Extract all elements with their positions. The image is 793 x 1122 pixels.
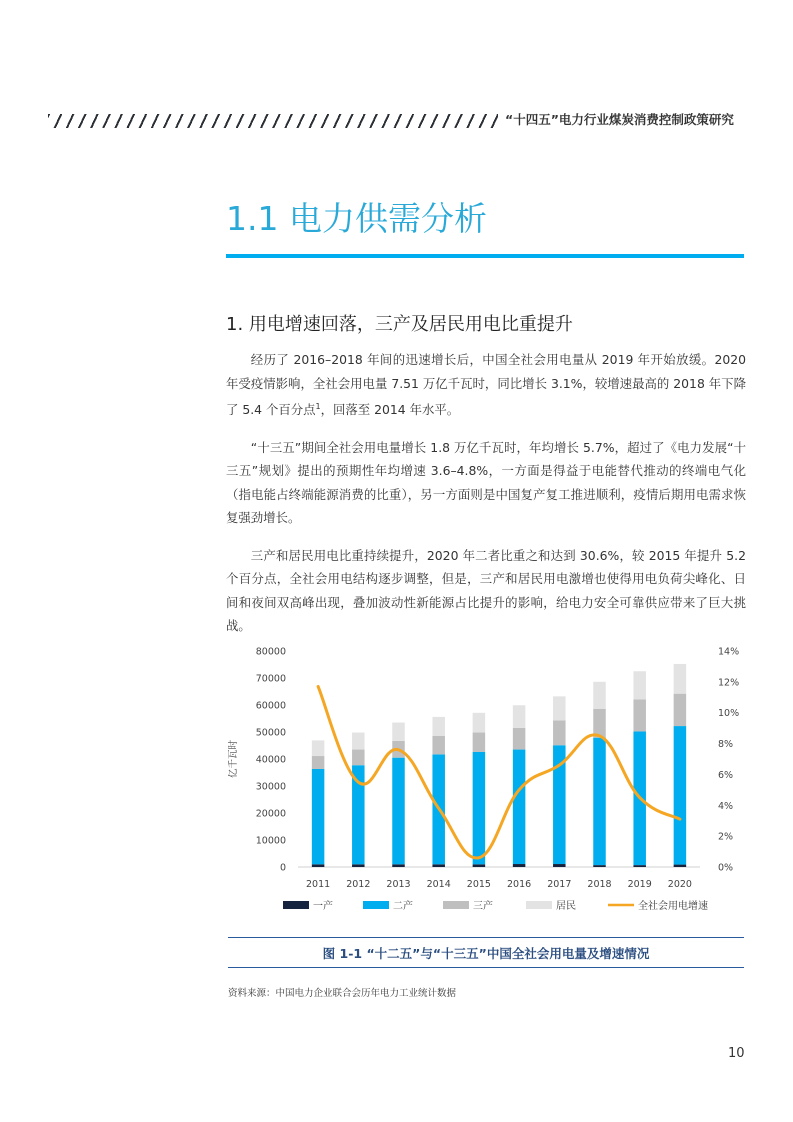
bar-一产 <box>633 865 646 867</box>
y2-tick-label: 8% <box>718 739 734 751</box>
x-tick-label: 2015 <box>466 879 491 890</box>
y2-tick-label: 10% <box>718 708 740 720</box>
x-tick-label: 2019 <box>627 879 652 890</box>
bar-一产 <box>312 864 325 867</box>
x-tick-label: 2020 <box>667 879 692 890</box>
bar-三产 <box>593 709 606 738</box>
y-tick-label: 30000 <box>255 781 286 793</box>
y2-tick-label: 6% <box>718 769 734 781</box>
paragraph-3 <box>226 544 746 638</box>
legend-swatch-居民 <box>526 901 552 909</box>
y-tick-label: 40000 <box>255 754 286 766</box>
bar-一产 <box>432 864 445 867</box>
bar-居民 <box>513 705 526 728</box>
legend-label: 居民 <box>556 901 576 912</box>
bar-二产 <box>392 758 405 865</box>
bar-二产 <box>513 750 526 864</box>
y2-tick-label: 0% <box>718 862 734 874</box>
y-tick-label: 20000 <box>255 808 286 820</box>
bar-三产 <box>674 694 687 726</box>
y-tick-label: 80000 <box>255 646 286 658</box>
bar-一产 <box>392 864 405 867</box>
bar-二产 <box>593 738 606 865</box>
bar-二产 <box>674 726 687 865</box>
paragraph-1-text: 经历了 2016–2018 年间的迅速增长后，中国全社会用电量从 2019 年开始放缓。2020 年受疫情影响，全社会用电量 7.51 万亿千瓦时，同比增长 3.1%，较增速最高的 2018 年下降了 5.4 个百分点 <box>226 352 746 418</box>
legend-swatch-一产 <box>283 901 309 909</box>
legend-label: 三产 <box>473 901 493 912</box>
paragraph-2-text: “十三五”期间全社会用电量增长 1.8 万亿千瓦时，年均增长 5.7%，超过了《电力发展“十三五”规划》提出的预期性年均增速 3.6–4.8%，一方面是得益于电能替代推动的终端电气化（指电能占终端能源消费的比重），另一方面则是中国复产复工推进顺利，疫情后期用电需求恢复强劲增长。 <box>226 439 746 526</box>
legend-label: 全社会用电增速 <box>638 901 708 912</box>
bar-一产 <box>513 864 526 867</box>
legend-label: 二产 <box>393 901 413 912</box>
bar-一产 <box>553 864 566 867</box>
bar-居民 <box>352 733 365 750</box>
legend-swatch-三产 <box>443 901 469 909</box>
bar-二产 <box>312 769 325 864</box>
subsection-title: 1. 用电增速回落，三产及居民用电比重提升 <box>226 314 573 335</box>
caption-bottom-rule <box>228 967 744 968</box>
header-hatch-decoration <box>48 114 498 128</box>
y2-tick-label: 14% <box>718 646 740 658</box>
section-title-rule <box>226 254 744 258</box>
y2-tick-label: 12% <box>718 677 740 689</box>
x-tick-label: 2011 <box>306 879 331 890</box>
bar-居民 <box>633 671 646 699</box>
section-title: 1.1 电力供需分析 <box>226 199 487 238</box>
legend-swatch-二产 <box>363 901 389 909</box>
bar-三产 <box>432 736 445 755</box>
bar-居民 <box>392 723 405 741</box>
paragraph-1-tail: ，回落至 2014 年水平。 <box>320 402 460 418</box>
bar-居民 <box>473 713 486 733</box>
x-tick-label: 2012 <box>346 879 371 890</box>
x-tick-label: 2013 <box>386 879 411 890</box>
figure-source: 资料来源：中国电力企业联合会历年电力工业统计数据 <box>228 988 457 999</box>
footnote-ref[interactable]: 1 <box>315 402 321 411</box>
bar-三产 <box>312 756 325 769</box>
body-text <box>226 348 746 652</box>
bar-二产 <box>352 765 365 864</box>
bar-居民 <box>553 696 566 720</box>
bar-居民 <box>432 717 445 736</box>
bar-一产 <box>674 865 687 867</box>
bar-居民 <box>593 682 606 709</box>
caption-top-rule <box>228 937 744 938</box>
bar-居民 <box>312 740 325 756</box>
bar-三产 <box>553 720 566 745</box>
bar-二产 <box>473 752 486 864</box>
figure-caption: 图 1-1 “十二五”与“十三五”中国全社会用电量及增速情况 <box>322 946 650 961</box>
y-tick-label: 60000 <box>255 700 286 712</box>
growth-rate-line <box>318 686 680 858</box>
paragraph-3-text: 三产和居民用电比重持续提升，2020 年二者比重之和达到 30.6%，较 2015 年提升 5.2 个百分点，全社会用电结构逐步调整，但是，三产和居民用电激增也使得用电负荷尖峰化、日间和夜间双高峰出现，叠加波动性新能源占比提升的影响，给电力安全可靠供应带来了巨大挑战。 <box>226 547 746 634</box>
bar-三产 <box>473 733 486 752</box>
x-tick-label: 2014 <box>426 879 451 890</box>
bar-一产 <box>352 864 365 867</box>
electricity-consumption-chart <box>228 636 744 926</box>
bar-三产 <box>513 728 526 750</box>
legend-label: 一产 <box>313 901 333 912</box>
paragraph-2 <box>226 436 746 530</box>
x-tick-label: 2018 <box>587 879 612 890</box>
bar-一产 <box>473 864 486 867</box>
paragraph-1 <box>226 348 746 422</box>
x-tick-label: 2016 <box>507 879 532 890</box>
bar-居民 <box>674 664 687 694</box>
y-tick-label: 50000 <box>255 727 286 739</box>
bar-一产 <box>593 865 606 867</box>
y-tick-label: 0 <box>279 862 286 874</box>
running-title: “十四五”电力行业煤炭消费控制政策研究 <box>505 112 734 127</box>
y2-tick-label: 4% <box>718 800 734 812</box>
y-axis-label: 亿千瓦时 <box>228 739 239 779</box>
y2-tick-label: 2% <box>718 831 734 843</box>
y-tick-label: 70000 <box>255 673 286 685</box>
y-tick-label: 10000 <box>255 835 286 847</box>
x-tick-label: 2017 <box>547 879 572 890</box>
page-number: 10 <box>728 1046 745 1061</box>
bar-三产 <box>633 699 646 731</box>
bar-三产 <box>352 750 365 766</box>
